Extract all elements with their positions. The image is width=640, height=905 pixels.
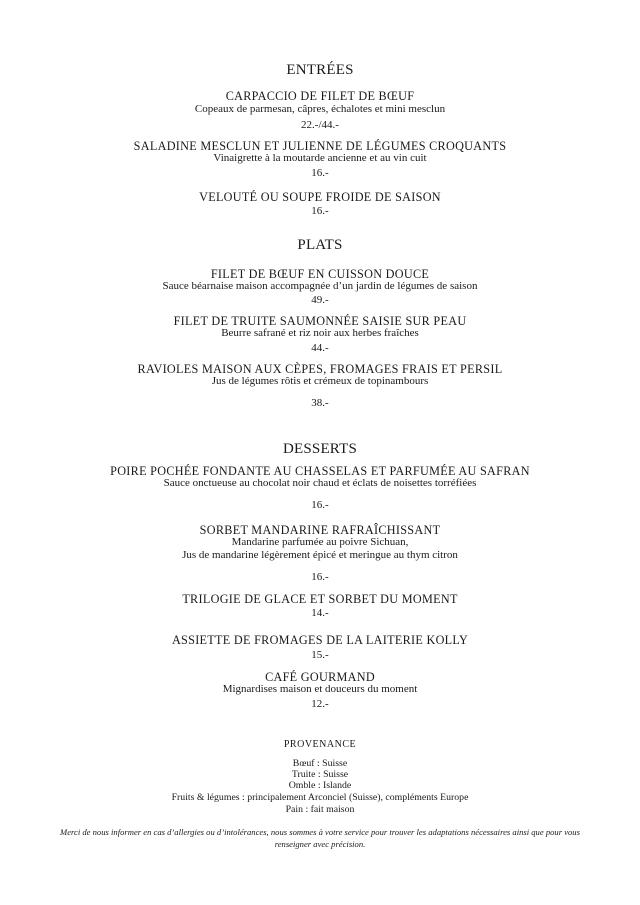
dish-description: Jus de mandarine légèrement épicé et meringue au thym citron bbox=[182, 549, 458, 561]
dish-name: FILET DE BŒUF EN CUISSON DOUCE bbox=[210, 267, 430, 281]
provenance-line: Pain : fait maison bbox=[285, 804, 355, 815]
dish-description: Mignardises maison et douceurs du moment bbox=[222, 683, 418, 695]
section-title-entrees: ENTRÉES bbox=[286, 62, 354, 78]
provenance-line: Truite : Suisse bbox=[291, 769, 349, 780]
dish-description: Sauce béarnaise maison accompagnée d’un jardin de légumes de saison bbox=[162, 280, 478, 292]
dish-description: Vinaigrette à la moutarde ancienne et au vin cuit bbox=[213, 152, 427, 164]
dish-name: CAFÉ GOURMAND bbox=[265, 670, 375, 684]
dish-description: Copeaux de parmesan, câpres, échalotes et mini mesclun bbox=[194, 103, 446, 115]
dish-name: SORBET MANDARINE RAFRAÎCHISSANT bbox=[199, 523, 441, 537]
dish-price: 12.- bbox=[311, 698, 329, 710]
section-title-plats: PLATS bbox=[297, 237, 343, 253]
dish-name: RAVIOLES MAISON AUX CÈPES, FROMAGES FRAIS ET PERSIL bbox=[137, 362, 503, 376]
dish-description: Beurre safrané et riz noir aux herbes fraîches bbox=[221, 327, 419, 339]
allergy-note: Merci de nous informer en cas d’allergies ou d’intolérances, nous sommes à votre service pour trouver les adaptations nécessaires ainsi que pour vous renseigner avec précision. bbox=[60, 827, 580, 849]
dish-description: Sauce onctueuse au chocolat noir chaud et éclats de noisettes torréfiées bbox=[163, 477, 477, 489]
provenance-title: PROVENANCE bbox=[283, 739, 357, 750]
dish-price: 14.- bbox=[311, 607, 329, 619]
dish-price: 49.- bbox=[311, 294, 329, 306]
dish-price: 22.-/44.- bbox=[301, 119, 339, 131]
dish-price: 16.- bbox=[311, 167, 329, 179]
provenance-line: Omble : Islande bbox=[288, 780, 352, 791]
section-title-desserts: DESSERTS bbox=[282, 441, 358, 457]
dish-price: 16.- bbox=[311, 499, 329, 511]
provenance-line: Fruits & légumes : principalement Arconciel (Suisse), compléments Europe bbox=[171, 792, 469, 803]
dish-name: TRILOGIE DE GLACE ET SORBET DU MOMENT bbox=[182, 592, 458, 606]
dish-description: Jus de légumes rôtis et crémeux de topinambours bbox=[211, 375, 429, 387]
dish-name: POIRE POCHÉE FONDANTE AU CHASSELAS ET PARFUMÉE AU SAFRAN bbox=[110, 464, 530, 478]
dish-price: 44.- bbox=[311, 342, 329, 354]
dish-name: CARPACCIO DE FILET DE BŒUF bbox=[225, 89, 415, 103]
dish-name: ASSIETTE DE FROMAGES DE LA LAITERIE KOLLY bbox=[171, 633, 469, 647]
dish-price: 15.- bbox=[311, 649, 329, 661]
dish-name: FILET DE TRUITE SAUMONNÉE SAISIE SUR PEAU bbox=[173, 314, 467, 328]
provenance-line: Bœuf : Suisse bbox=[292, 758, 348, 769]
dish-name: SALADINE MESCLUN ET JULIENNE DE LÉGUMES CROQUANTS bbox=[133, 139, 507, 153]
dish-description: Mandarine parfumée au poivre Sichuan, bbox=[231, 536, 409, 548]
dish-price: 16.- bbox=[311, 571, 329, 583]
dish-price: 38.- bbox=[311, 397, 329, 409]
dish-price: 16.- bbox=[311, 205, 329, 217]
dish-name: VELOUTÉ OU SOUPE FROIDE DE SAISON bbox=[199, 190, 441, 204]
